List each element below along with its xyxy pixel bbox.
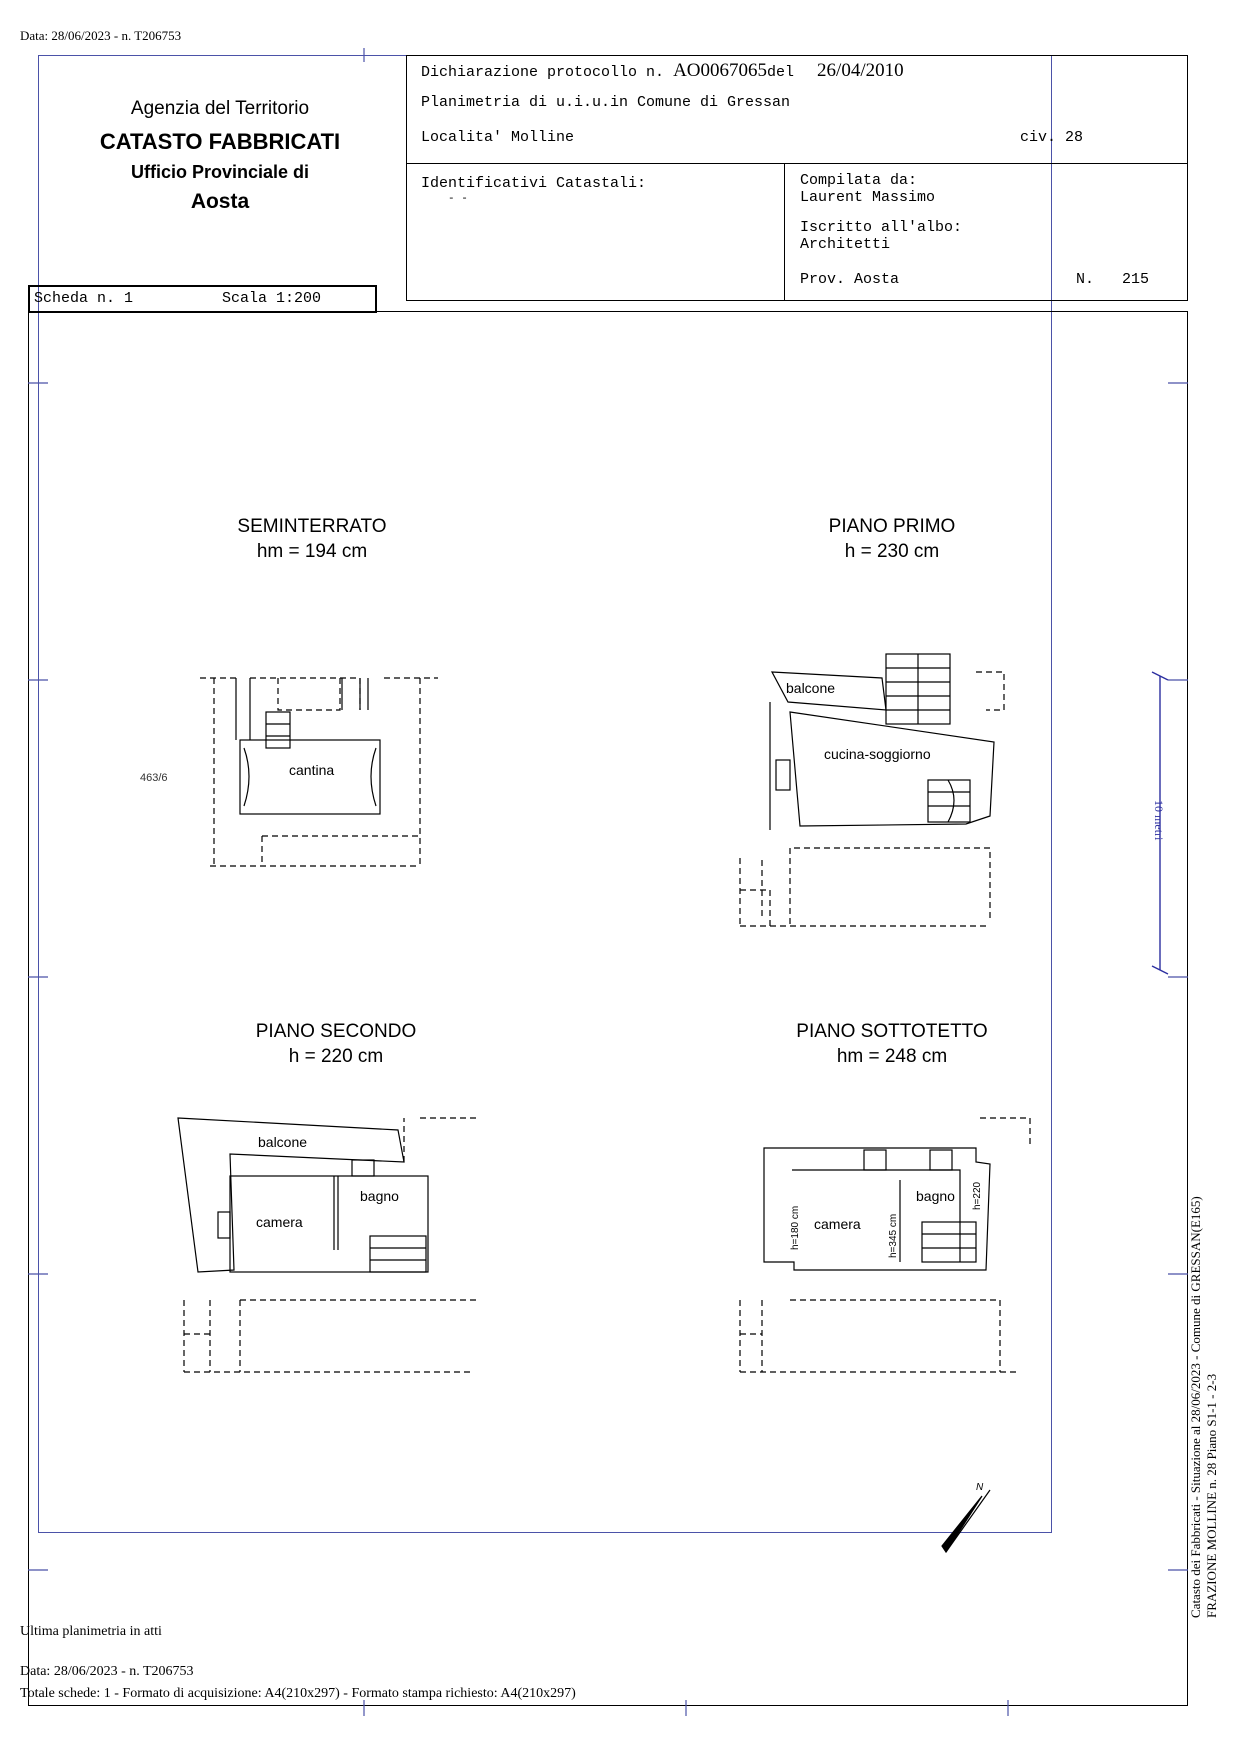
plan-height: hm = 248 cm	[836, 1046, 948, 1067]
plan-name: PIANO SOTTOTETTO	[796, 1021, 988, 1042]
north-label: N	[976, 1482, 984, 1493]
height-annotation: h=345 cm	[888, 1213, 899, 1258]
scale-bar-label: 10 metri	[1152, 800, 1166, 841]
plan-secondo	[178, 1118, 478, 1372]
room-label: cantina	[289, 762, 335, 778]
room-label: bagno	[360, 1188, 399, 1204]
scheda-number: Scheda n. 1	[34, 290, 134, 307]
plan-height: h = 230 cm	[844, 541, 940, 562]
civic-number: civ. 28	[1020, 129, 1084, 146]
locality: Localita' Molline	[421, 129, 575, 146]
planimetry-line: Planimetria di u.i.u.in Comune di Gressan	[421, 94, 791, 111]
plan-sottotetto	[740, 1118, 1030, 1372]
plan-height: h = 220 cm	[288, 1046, 384, 1067]
scale-label: Scala 1:200	[222, 290, 322, 307]
compiler-name: Laurent Massimo	[800, 189, 936, 206]
protocol-date: 26/04/2010	[817, 60, 904, 81]
identifiers-label: Identificativi Catastali:	[421, 175, 647, 192]
room-label: camera	[256, 1214, 303, 1230]
north-arrow	[942, 1490, 990, 1552]
parcel-ref: 463/6	[140, 772, 168, 784]
header-date: Data: 28/06/2023 - n. T206753	[20, 28, 182, 43]
albo-label: Iscritto all'albo:	[800, 219, 963, 236]
room-label: balcone	[786, 680, 836, 696]
agency-name: Agenzia del Territorio	[130, 98, 310, 119]
protocol-number: AO0067065	[673, 60, 768, 81]
province: Prov. Aosta	[800, 271, 900, 288]
room-label: cucina-soggiorno	[824, 746, 931, 762]
office-city: Aosta	[190, 190, 250, 213]
footer-totals: Totale schede: 1 - Formato di acquisizione: A4(210x297) - Formato stampa richiesto: A4(210x297)	[20, 1686, 576, 1701]
room-label: camera	[814, 1216, 861, 1232]
side-caption	[1188, 1196, 1220, 1618]
last-plan-note: Ultima planimetria in atti	[20, 1624, 162, 1639]
registration-number-label: N.	[1076, 271, 1095, 288]
del-label: del	[767, 64, 795, 81]
albo-value: Architetti	[800, 236, 891, 253]
height-annotation: h=220	[972, 1181, 983, 1210]
catasto-title: CATASTO FABBRICATI	[99, 129, 341, 154]
registration-number: 215	[1122, 271, 1150, 288]
compiler-label: Compilata da:	[800, 172, 918, 189]
side-caption-line: FRAZIONE MOLLINE n. 28 Piano S1-1 - 2-3	[1204, 1373, 1219, 1618]
plan-name: PIANO SECONDO	[255, 1021, 417, 1042]
identifiers-value: - -	[448, 193, 468, 205]
office-label: Ufficio Provinciale di	[130, 162, 310, 182]
plan-name: SEMINTERRATO	[237, 516, 387, 537]
declaration-label: Dichiarazione protocollo n.	[421, 64, 665, 81]
footer-date: Data: 28/06/2023 - n. T206753	[20, 1664, 194, 1679]
plan-height: hm = 194 cm	[256, 541, 368, 562]
plan-primo	[740, 654, 1004, 926]
side-caption-line: Catasto dei Fabbricati - Situazione al 28/06/2023 - Comune di GRESSAN(E165)	[1188, 1196, 1203, 1618]
room-label: balcone	[258, 1134, 308, 1150]
plan-name: PIANO PRIMO	[828, 516, 956, 537]
height-annotation: h=180 cm	[790, 1205, 801, 1250]
room-label: bagno	[916, 1188, 955, 1204]
